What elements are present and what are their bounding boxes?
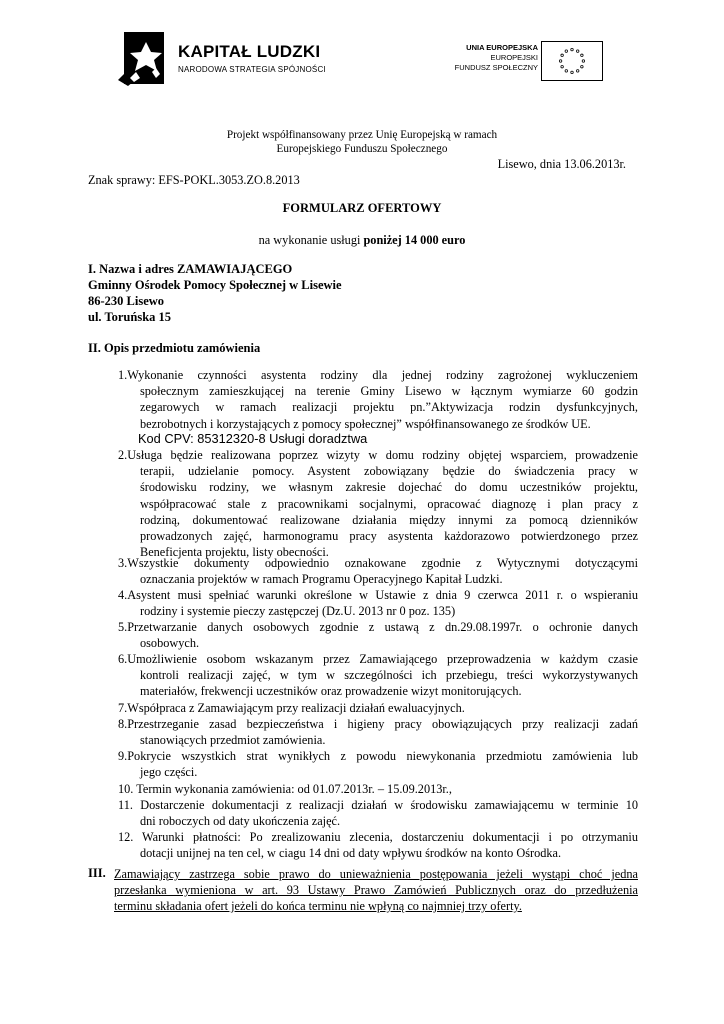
list-item-line: rodziną, dokumentować realizowane działania między innymi za pomocą dzienników — [140, 512, 638, 527]
list-item — [118, 700, 638, 716]
list-item — [118, 619, 638, 651]
list-item — [118, 797, 638, 829]
kapital-ludzki-subtitle: NARODOWA STRATEGIA SPÓJNOŚCI — [178, 65, 326, 74]
list-item — [118, 651, 638, 700]
form-sub-prefix: na wykonanie usługi — [258, 233, 364, 247]
list-item — [118, 781, 638, 797]
list-item-line: społecznym zamieszkującej na terenie Gminy Lisewo w łącznym wymiarze 60 godzin — [140, 384, 638, 399]
list-item-line: dotacji unijnej na ten cel, w ciagu 14 dni od daty wpływu środków na konto Ośrodka. — [140, 846, 562, 861]
list-item-line: osobowych. — [140, 636, 200, 651]
section-3-line: Zamawiający zastrzega sobie prawo do unieważnienia postępowania jeżeli wystąpi choć jedna — [114, 867, 638, 881]
list-item-line: 4.Asystent musi spełniać warunki określone w Ustawie z dnia 9 czerwca 2011 r. o wspieraniu — [118, 588, 638, 602]
list-item — [118, 555, 638, 587]
section-3-text — [114, 866, 638, 915]
eu-logo-text — [455, 43, 538, 73]
eu-text-line1: UNIA EUROPEJSKA — [466, 43, 538, 52]
list-item-line: zegarowych w ramach realizacji projektu pn.”Aktywizacja rodzin dysfunkcyjnych, — [140, 400, 638, 415]
list-item-line: Beneficjenta projektu, listy obecności. — [140, 545, 329, 560]
list-item-line: 9.Pokrycie wszystkich strat wynikłych z powodu niewykonania przedmiotu zamówienia lub — [118, 749, 638, 763]
kapital-ludzki-mark-icon — [116, 28, 172, 88]
project-line1: Projekt współfinansowany przez Unię Europejską w ramach — [226, 129, 498, 141]
list-item-line: 2.Usługa będzie realizowana poprzez wizyty w domu rodziny objętej wsparciem, prowadzenie — [118, 448, 638, 462]
list-item-line: 5.Przetwarzanie danych osobowych zgodnie z ustawą z dn.29.08.1997r. o ochronie danych — [118, 620, 638, 634]
date-line: Lisewo, dnia 13.06.2013r. — [497, 157, 626, 171]
section-1 — [88, 261, 342, 325]
orderer-postal: 86-230 Lisewo — [88, 294, 165, 308]
kapital-ludzki-logo — [116, 28, 326, 88]
list-item-line: jego części. — [140, 765, 198, 780]
eu-text-line2: EUROPEJSKI — [490, 53, 538, 62]
list-item-line: 7.Współpraca z Zamawiającym przy realizacji działań ewaluacyjnych. — [118, 701, 465, 715]
list-item — [118, 748, 638, 780]
list-item-line: 11. Dostarczenie dokumentacji z realizacji działań w środowisku zamawiającemu w terminie 10 — [118, 798, 638, 812]
list-item-line: oznaczania projektów w ramach Programu Operacyjnego Kapitał Ludzki. — [140, 572, 503, 587]
list-item — [118, 829, 638, 861]
project-info — [0, 128, 724, 156]
list-item-line: kontroli realizacji zajęć, w tym w szczególności ich przebiegu, treści wykorzystywanych — [140, 668, 638, 683]
form-subtitle — [0, 233, 724, 248]
list-item-line: 3.Wszystkie dokumenty odpowiednio oznakowane zgodnie z Wytycznymi dotyczącymi — [118, 556, 638, 570]
list-item-line: 6.Umożliwienie osobom wskazanym przez Zamawiającego przeprowadzenia w każdym czasie — [118, 652, 638, 666]
orderer-street: ul. Toruńska 15 — [88, 310, 172, 324]
eu-flag-icon — [541, 41, 603, 81]
list-item — [118, 587, 638, 619]
form-title: FORMULARZ OFERTOWY — [282, 201, 442, 215]
list-item-line: stanowiących przedmiot zamówienia. — [140, 733, 326, 748]
section-2-heading: II. Opis przedmiotu zamówienia — [88, 341, 261, 355]
list-item — [118, 367, 638, 432]
list-item-line: terapii, udzielanie pomocy. Asystent zobowiązany będzie do świadczenia pracy w — [140, 464, 638, 479]
list-item-line: 8.Przestrzeganie zasad bezpieczeństwa i higieny pracy obowiązujących przy realizacji zadań — [118, 717, 638, 731]
section-3-line: przesłanka wymieniona w art. 93 Ustawy Prawo Zamówień Publicznych oraz do przedłużenia — [114, 883, 638, 898]
orderer-name: Gminny Ośrodek Pomocy Społecznej w Lisewie — [88, 278, 342, 292]
list-item-line: 12. Warunki płatności: Po zrealizowaniu zlecenia, dostarczeniu dokumentacji i po otrzymaniu — [118, 830, 638, 844]
list-item — [118, 447, 638, 560]
case-number: Znak sprawy: EFS-POKL.3053.ZO.8.2013 — [88, 173, 300, 187]
list-item — [118, 716, 638, 748]
cpv-code: Kod CPV: 85312320-8 Usługi doradztwa — [138, 431, 368, 446]
list-item-line: rodziny i systemie pieczy zastępczej (Dz.U. 2013 nr 0 poz. 135) — [140, 604, 456, 619]
list-item-line: 1.Wykonanie czynności asystenta rodziny dla jednej rodziny zagrożonej wykluczeniem — [118, 368, 638, 382]
section-3-number: III. — [88, 866, 106, 880]
section-1-heading: I. Nazwa i adres ZAMAWIAJĄCEGO — [88, 262, 293, 276]
eu-text-line3: FUNDUSZ SPOŁECZNY — [454, 63, 538, 72]
kapital-ludzki-title: KAPITAŁ LUDZKI — [178, 42, 321, 61]
list-item-line: materiałów, frekwencji uczestników oraz prowadzenie wizyt monitorujących. — [140, 684, 522, 699]
eu-logo — [446, 41, 606, 83]
section-3-line: terminu składania ofert jeżeli do końca terminu nie wpłyną co najmniej trzy oferty. — [114, 899, 522, 914]
list-item-line: prowadzonych zajęć, harmonogramu pracy asystenta każdorazowo potwierdzonego przez — [140, 528, 638, 543]
list-item-line: współpracować stale z pracownikami socjalnymi, opracować diagnozę i plan pracy z — [140, 496, 638, 511]
list-item-line: dni roboczych od daty ukończenia zajęć. — [140, 814, 341, 829]
list-item-line: środowisku rodziny, we własnym zakresie dojechać do domu uczestników projektu, — [140, 480, 638, 495]
list-item-line: 10. Termin wykonania zamówienia: od 01.07.2013r. – 15.09.2013r., — [118, 782, 452, 796]
form-sub-bold: poniżej 14 000 euro — [363, 233, 466, 247]
list-item-line: bezrobotnych i korzystających z pomocy społecznej” współfinansowanego ze środków UE. — [140, 416, 591, 431]
project-line2: Europejskiego Funduszu Społecznego — [276, 143, 448, 155]
